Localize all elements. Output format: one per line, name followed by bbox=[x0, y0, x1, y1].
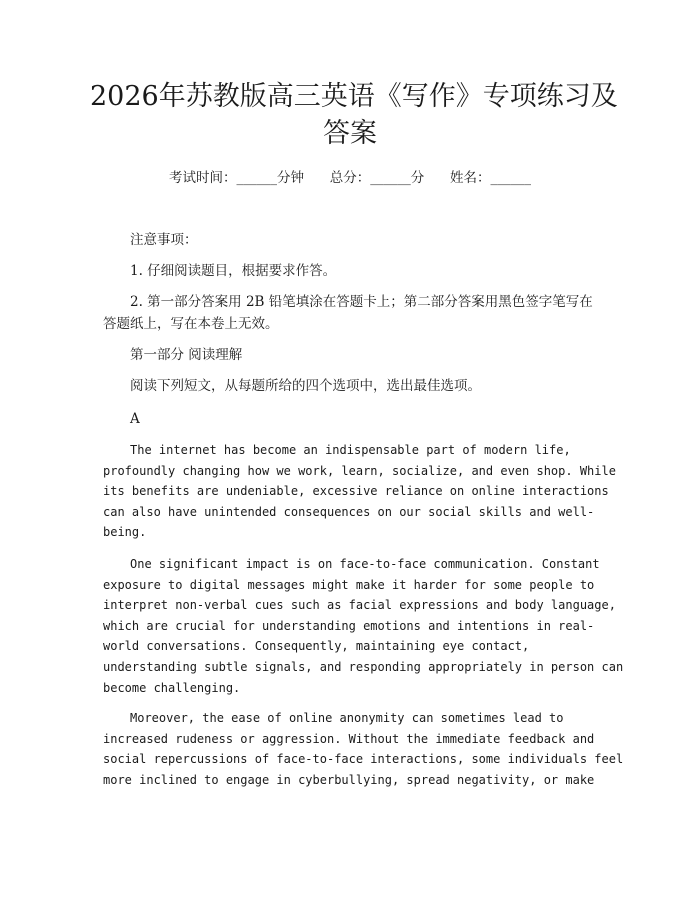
paragraph-line: The internet has become an indispensable part of modern life, bbox=[130, 443, 571, 457]
paragraph-line: One significant impact is on face-to-face communication. Constant bbox=[130, 557, 600, 571]
passage-paragraph-3 bbox=[103, 708, 624, 790]
passage-paragraph-1 bbox=[103, 440, 616, 543]
passage-label: A bbox=[130, 411, 140, 427]
paragraph-line: increased rudeness or aggression. Without the immediate feedback and bbox=[103, 731, 595, 746]
paragraph-line: can also have unintended consequences on our social skills and well- bbox=[103, 504, 595, 519]
notice-heading: 注意事项： bbox=[130, 232, 198, 248]
passage-paragraph-2 bbox=[103, 554, 624, 698]
paragraph-line: understanding subtle signals, and responding appropriately in person can bbox=[103, 659, 624, 674]
paragraph-line: which are crucial for understanding emotions and intentions in real- bbox=[103, 618, 595, 633]
title-line-1: 2026年苏教版高三英语《写作》专项练习及 bbox=[90, 81, 618, 112]
paragraph-line: Moreover, the ease of online anonymity can sometimes lead to bbox=[130, 711, 564, 725]
title-line-2: 答案 bbox=[323, 118, 377, 149]
paragraph-line: world conversations. Consequently, maintaining eye contact, bbox=[103, 639, 530, 654]
paragraph-line: become challenging. bbox=[103, 680, 241, 695]
paragraph-line: interpret non-verbal cues such as facial expressions and body language, bbox=[103, 598, 616, 613]
notice-item-1: 1. 仔细阅读题目，根据要求作答。 bbox=[130, 263, 337, 279]
paragraph-line: social repercussions of face-to-face interactions, some individuals feel bbox=[103, 752, 624, 767]
paragraph-line: more inclined to engage in cyberbullying, spread negativity, or make bbox=[103, 772, 595, 787]
paragraph-line: its benefits are undeniable, excessive reliance on online interactions bbox=[103, 484, 609, 499]
paragraph-line: being. bbox=[103, 525, 147, 540]
document-title bbox=[90, 78, 618, 152]
part1-instruction: 阅读下列短文，从每题所给的四个选项中，选出最佳选项。 bbox=[130, 378, 481, 394]
part1-heading: 第一部分 阅读理解 bbox=[130, 347, 243, 363]
paragraph-line: exposure to digital messages might make it harder for some people to bbox=[103, 577, 595, 592]
notice-item-2: 2. 第一部分答案用 2B 铅笔填涂在答题卡上；第二部分答案用黑色签字笔写在答题纸上，写在本卷上无效。 bbox=[103, 294, 593, 332]
exam-info: 考试时间：______分钟 总分：______分 姓名：______ bbox=[169, 170, 531, 186]
paragraph-line: profoundly changing how we work, learn, socialize, and even shop. While bbox=[103, 463, 616, 478]
